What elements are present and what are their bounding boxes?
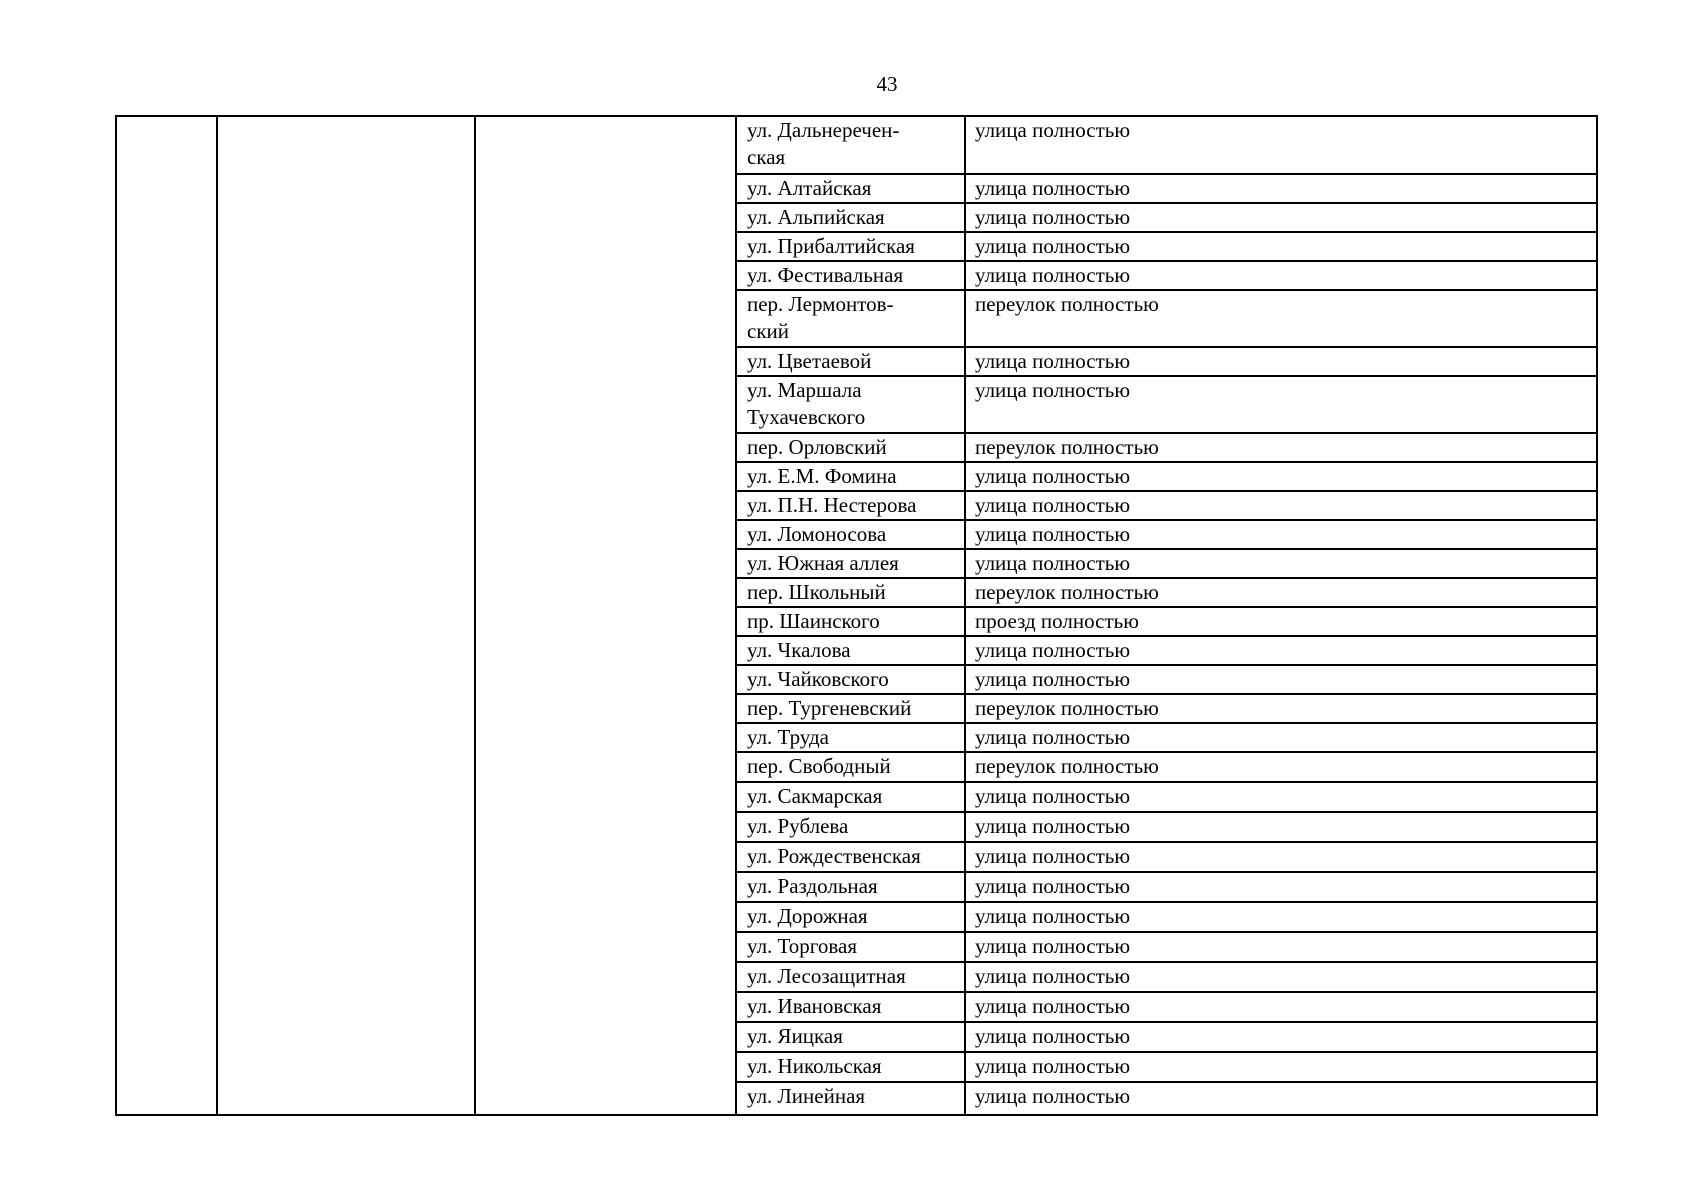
- street-extent-cell: переулок полностью: [975, 754, 1159, 778]
- street-extent-cell: улица полностью: [975, 667, 1131, 691]
- table-row: [737, 117, 1596, 173]
- table-row: [737, 260, 1596, 289]
- street-name-cell: ул. Альпийская: [747, 205, 885, 229]
- table-row: [737, 1021, 1596, 1051]
- street-extent-cell: улица полностью: [975, 551, 1131, 575]
- table-row: [737, 173, 1596, 202]
- street-extent-cell: переулок полностью: [975, 292, 1159, 316]
- street-name-cell: ул. Цветаевой: [747, 349, 872, 373]
- street-name-cell: пер. Свободный: [747, 754, 891, 778]
- table-row: [737, 664, 1596, 693]
- street-name-cell: пер. Школьный: [747, 580, 886, 604]
- street-extent-cell: проезд полностью: [975, 609, 1139, 633]
- street-name-cell: ул. Яицкая: [747, 1024, 843, 1048]
- street-extent-cell: улица полностью: [975, 493, 1131, 517]
- street-name-cell: ул. Чайковского: [747, 667, 889, 691]
- table-row: [737, 693, 1596, 722]
- table-row: [737, 375, 1596, 432]
- street-extent-cell: переулок полностью: [975, 435, 1159, 459]
- table-row: [737, 289, 1596, 346]
- table-row: [737, 577, 1596, 606]
- table-row: [737, 606, 1596, 635]
- street-name-cell: пр. Шаинского: [747, 609, 880, 633]
- street-extent-cell: улица полностью: [975, 378, 1131, 402]
- street-extent-cell: улица полностью: [975, 464, 1131, 488]
- street-name-cell: ул. Дорожная: [747, 904, 868, 928]
- street-extent-cell: улица полностью: [975, 1054, 1131, 1078]
- street-extent-cell: улица полностью: [975, 994, 1131, 1018]
- street-extent-cell: улица полностью: [975, 874, 1131, 898]
- streets-table: [115, 115, 1598, 1116]
- table-row: [737, 202, 1596, 231]
- page-number: 43: [876, 72, 898, 96]
- street-extent-cell: улица полностью: [975, 725, 1131, 749]
- column-divider-1: [216, 117, 218, 1114]
- street-name-cell: ул. Никольская: [747, 1054, 882, 1078]
- table-row: [737, 961, 1596, 991]
- street-name-cell: ул. Дальнеречен- ская: [747, 118, 900, 169]
- table-row: [737, 841, 1596, 871]
- table-row: [737, 1081, 1596, 1114]
- street-name-cell: пер. Лермонтов- ский: [747, 292, 894, 343]
- column-divider-2: [474, 117, 476, 1114]
- street-name-cell: пер. Орловский: [747, 435, 887, 459]
- table-row: [737, 346, 1596, 375]
- table-row: [737, 1051, 1596, 1081]
- street-name-cell: ул. Маршала Тухачевского: [747, 378, 866, 429]
- street-name-cell: ул. Труда: [747, 725, 829, 749]
- street-name-cell: ул. Линейная: [747, 1084, 866, 1108]
- street-extent-cell: улица полностью: [975, 263, 1131, 287]
- street-extent-cell: улица полностью: [975, 1024, 1131, 1048]
- street-extent-cell: улица полностью: [975, 522, 1131, 546]
- table-row: [737, 432, 1596, 461]
- table-row: [737, 722, 1596, 751]
- street-extent-cell: переулок полностью: [975, 580, 1159, 604]
- street-name-cell: ул. Е.М. Фомина: [747, 464, 897, 488]
- street-extent-cell: улица полностью: [975, 176, 1131, 200]
- table-row: [737, 635, 1596, 664]
- table-row: [737, 461, 1596, 490]
- street-name-cell: ул. Ивановская: [747, 994, 882, 1018]
- table-row: [737, 781, 1596, 811]
- table-row: [737, 811, 1596, 841]
- street-name-cell: ул. Сакмарская: [747, 784, 883, 808]
- street-extent-cell: улица полностью: [975, 784, 1131, 808]
- street-extent-cell: улица полностью: [975, 1084, 1131, 1108]
- street-extent-cell: улица полностью: [975, 638, 1131, 662]
- street-extent-cell: улица полностью: [975, 934, 1131, 958]
- table-row: [737, 991, 1596, 1021]
- street-name-cell: ул. Чкалова: [747, 638, 851, 662]
- street-name-cell: ул. Фестивальная: [747, 263, 904, 287]
- table-row: [737, 751, 1596, 781]
- street-name-cell: ул. Раздольная: [747, 874, 878, 898]
- table-row: [737, 871, 1596, 901]
- street-extent-cell: улица полностью: [975, 234, 1131, 258]
- street-extent-cell: улица полностью: [975, 349, 1131, 373]
- street-name-cell: ул. Рублева: [747, 814, 849, 838]
- table-row: [737, 901, 1596, 931]
- street-extent-cell: улица полностью: [975, 964, 1131, 988]
- street-extent-cell: улица полностью: [975, 844, 1131, 868]
- street-extent-cell: улица полностью: [975, 814, 1131, 838]
- street-name-cell: ул. Алтайская: [747, 176, 872, 200]
- street-extent-cell: переулок полностью: [975, 696, 1159, 720]
- street-name-cell: ул. Прибалтийская: [747, 234, 915, 258]
- street-extent-cell: улица полностью: [975, 904, 1131, 928]
- street-name-cell: ул. Лесозащитная: [747, 964, 906, 988]
- street-name-cell: ул. Рождественская: [747, 844, 921, 868]
- street-name-cell: ул. Южная аллея: [747, 551, 899, 575]
- street-extent-cell: улица полностью: [975, 205, 1131, 229]
- street-name-cell: ул. Торговая: [747, 934, 858, 958]
- street-name-cell: ул. Ломоносова: [747, 522, 887, 546]
- street-name-cell: ул. П.Н. Нестерова: [747, 493, 917, 517]
- table-row: [737, 231, 1596, 260]
- table-row: [737, 519, 1596, 548]
- table-row: [737, 490, 1596, 519]
- table-row: [737, 548, 1596, 577]
- table-row: [737, 931, 1596, 961]
- street-name-cell: пер. Тургеневский: [747, 696, 912, 720]
- table-body: [737, 117, 1596, 1114]
- street-extent-cell: улица полностью: [975, 118, 1131, 142]
